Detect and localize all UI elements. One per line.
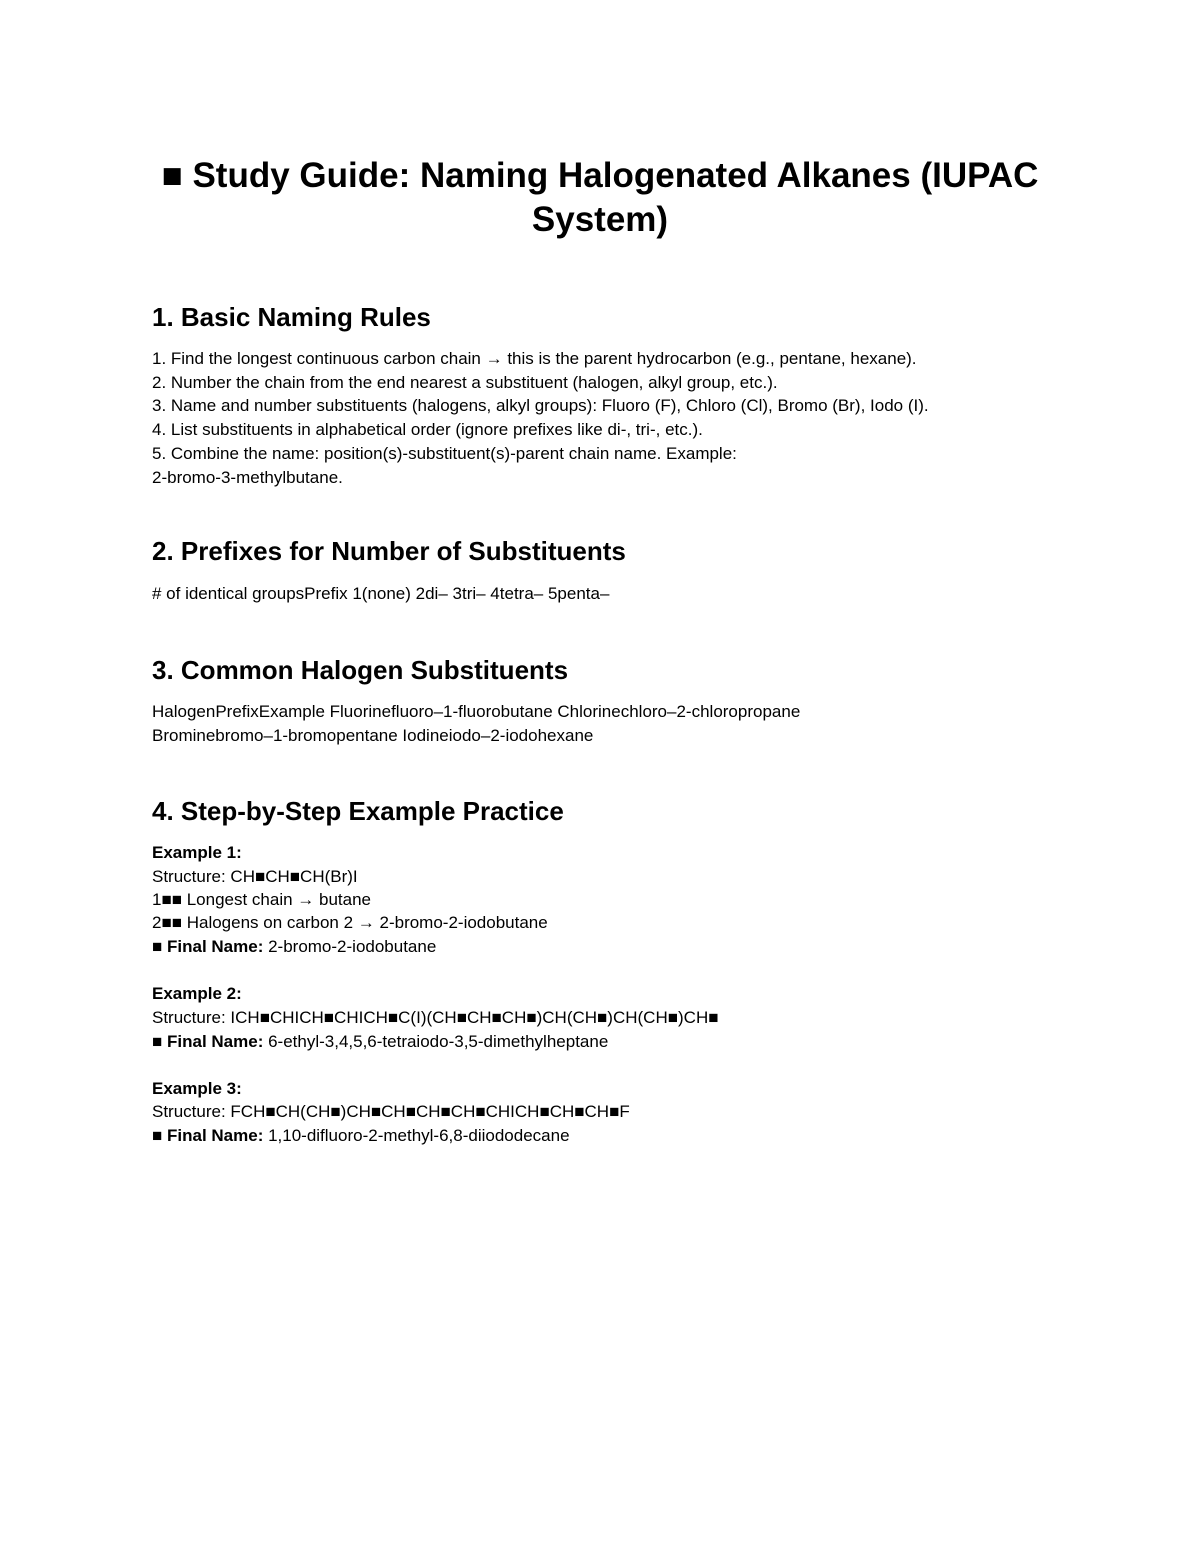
example-step: 1■■ Longest chain → butane xyxy=(152,890,372,909)
halogen-table-text: HalogenPrefixExample Fluorinefluoro–1-fluorobutane Chlorinechloro–2-chloropropane xyxy=(152,702,801,721)
bullet-square-icon: ■ xyxy=(152,1126,167,1145)
example-structure: Structure: ICH■CHICH■CHICH■C(I)(CH■CH■CH■)CH(CH■)CH(CH■)CH■ xyxy=(152,1008,719,1027)
rule-line: 3. Name and number substituents (halogens, alkyl groups): Fluoro (F), Chloro (Cl), Bromo (Br), Iodo (I). xyxy=(152,396,929,415)
prefix-table-text: # of identical groupsPrefix 1(none) 2di– 3tri– 4tetra– 5penta– xyxy=(152,584,610,603)
bullet-square-icon: ■ xyxy=(152,1032,167,1051)
example-structure: Structure: FCH■CH(CH■)CH■CH■CH■CH■CHICH■CH■CH■F xyxy=(152,1102,630,1121)
example-label: Example 3: xyxy=(152,1079,242,1098)
example-step: 2■■ Halogens on carbon 2 → 2-bromo-2-iodobutane xyxy=(152,913,548,932)
rule-line: 2. Number the chain from the end nearest a substituent (halogen, alkyl group, etc.). xyxy=(152,373,778,392)
rule-line: 5. Combine the name: position(s)-substituent(s)-parent chain name. Example: xyxy=(152,444,737,463)
final-name-value: 6-ethyl-3,4,5,6-tetraiodo-3,5-dimethylheptane xyxy=(263,1032,609,1051)
example-final-name xyxy=(152,1124,570,1147)
page-title: ■ Study Guide: Naming Halogenated Alkanes (IUPAC System) xyxy=(161,156,1039,239)
halogen-table-text: Brominebromo–1-bromopentane Iodineiodo–2-iodohexane xyxy=(152,726,594,745)
section-heading-basic-rules: 1. Basic Naming Rules xyxy=(152,302,431,332)
section-heading-prefixes: 2. Prefixes for Number of Substituents xyxy=(152,536,626,566)
final-name-value: 2-bromo-2-iodobutane xyxy=(263,937,437,956)
bullet-square-icon: ■ xyxy=(152,937,167,956)
rule-line: 1. Find the longest continuous carbon chain → this is the parent hydrocarbon (e.g., pentane, hexane). xyxy=(152,349,917,368)
final-name-label: Final Name: xyxy=(167,1032,264,1051)
example-final-name xyxy=(152,935,436,958)
section-heading-practice: 4. Step-by-Step Example Practice xyxy=(152,796,564,826)
example-structure: Structure: CH■CH■CH(Br)I xyxy=(152,867,358,886)
example-label: Example 1: xyxy=(152,843,242,862)
rule-line: 2-bromo-3-methylbutane. xyxy=(152,468,343,487)
final-name-label: Final Name: xyxy=(167,937,264,956)
rule-line: 4. List substituents in alphabetical order (ignore prefixes like di-, tri-, etc.). xyxy=(152,420,703,439)
example-final-name xyxy=(152,1030,608,1053)
final-name-value: 1,10-difluoro-2-methyl-6,8-diiododecane xyxy=(263,1126,570,1145)
final-name-label: Final Name: xyxy=(167,1126,264,1145)
example-label: Example 2: xyxy=(152,984,242,1003)
section-heading-halogens: 3. Common Halogen Substituents xyxy=(152,655,569,685)
